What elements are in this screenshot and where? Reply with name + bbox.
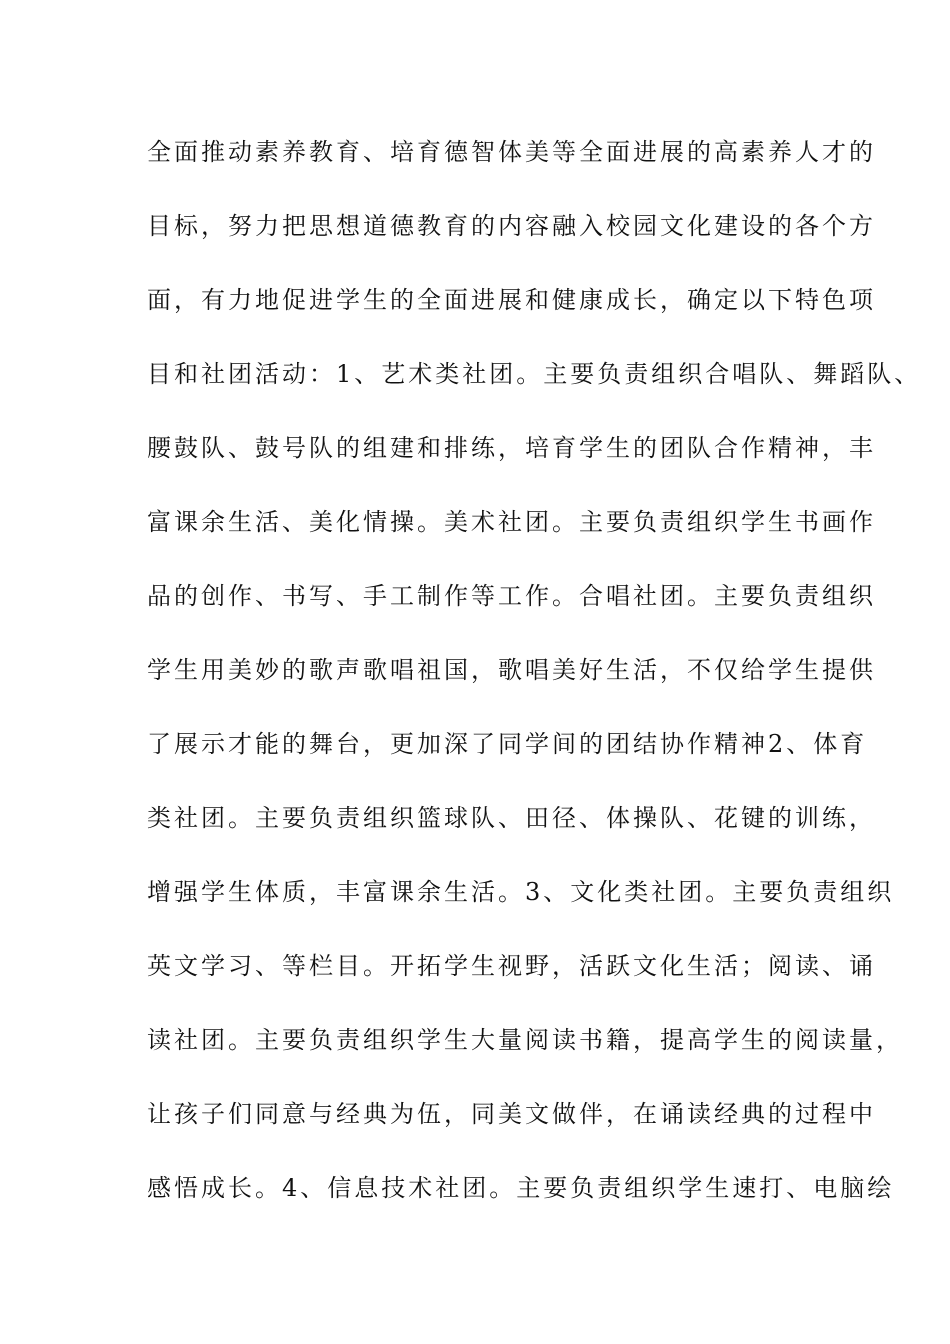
- text-line: 面，有力地促进学生的全面进展和健康成长，确定以下特色项: [147, 286, 876, 314]
- text-line: 品的创作、书写、手工制作等工作。合唱社团。主要负责组织: [147, 582, 876, 610]
- text-line: 了展示才能的舞台，更加深了同学间的团结协作精神2、体育: [147, 730, 868, 758]
- text-line: 读社团。主要负责组织学生大量阅读书籍，提高学生的阅读量，: [147, 1026, 903, 1054]
- text-line: 增强学生体质，丰富课余生活。3、文化类社团。主要负责组织: [147, 878, 895, 906]
- text-line: 富课余生活、美化情操。美术社团。主要负责组织学生书画作: [147, 508, 876, 536]
- text-line: 腰鼓队、鼓号队的组建和排练，培育学生的团队合作精神，丰: [147, 434, 876, 462]
- body-text: [147, 128, 922, 1238]
- text-line: 感悟成长。4、信息技术社团。主要负责组织学生速打、电脑绘: [147, 1174, 895, 1202]
- text-line: 让孩子们同意与经典为伍，同美文做伴，在诵读经典的过程中: [147, 1100, 876, 1128]
- text-line: 英文学习、等栏目。开拓学生视野，活跃文化生活；阅读、诵: [147, 952, 876, 980]
- text-line: 学生用美妙的歌声歌唱祖国，歌唱美好生活，不仅给学生提供: [147, 656, 876, 684]
- text-line: 类社团。主要负责组织篮球队、田径、体操队、花键的训练，: [147, 804, 876, 832]
- text-line: 目和社团活动：1、艺术类社团。主要负责组织合唱队、舞蹈队、: [147, 360, 922, 388]
- text-line: 目标，努力把思想道德教育的内容融入校园文化建设的各个方: [147, 212, 876, 240]
- text-line: 全面推动素养教育、培育德智体美等全面进展的高素养人才的: [147, 138, 876, 166]
